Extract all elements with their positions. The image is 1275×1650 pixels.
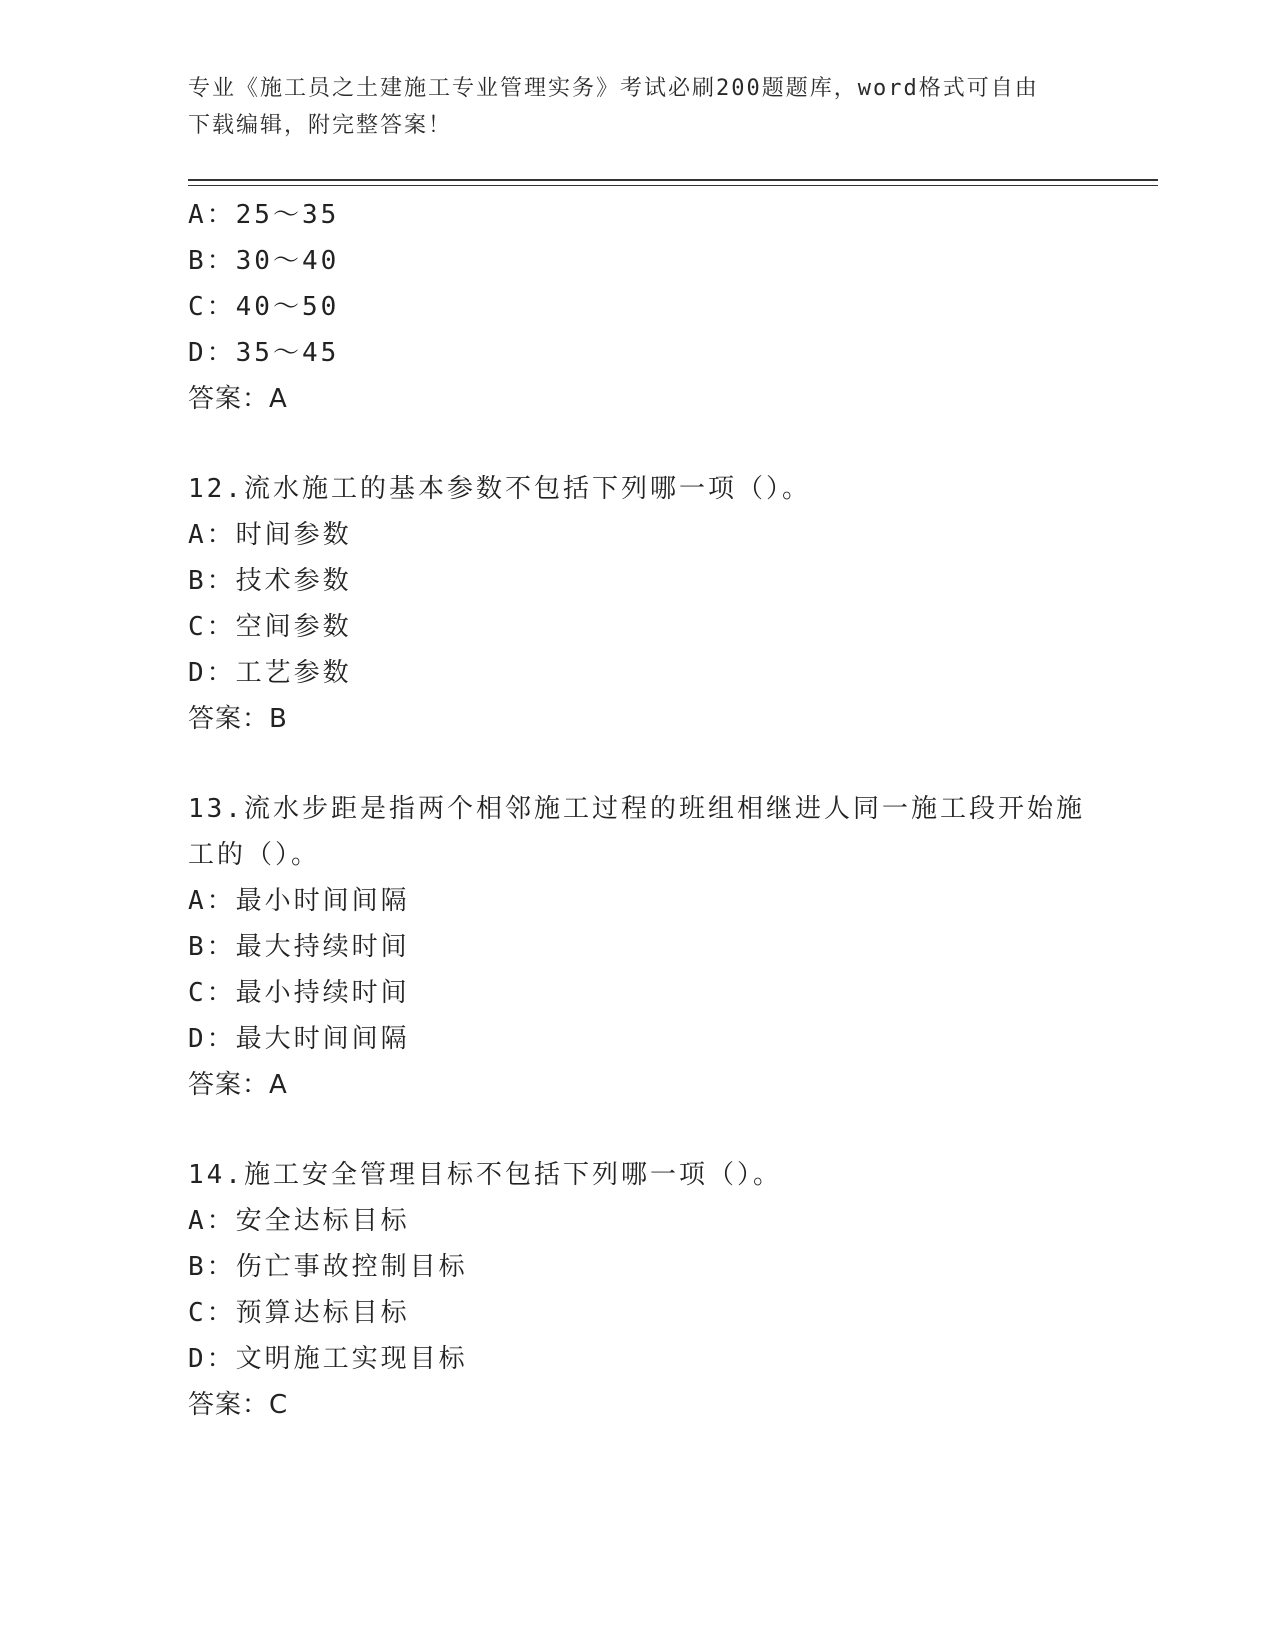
header-line-1: 专业《施工员之土建施工专业管理实务》考试必刷200题题库，word格式可自由	[188, 76, 1039, 101]
q12-option-c: C：空间参数	[188, 612, 352, 642]
q14-answer: 答案：C	[188, 1390, 289, 1420]
q11-option-c: C：40～50	[188, 292, 340, 322]
spacer	[188, 742, 1088, 786]
header-line-2: 下载编辑，附完整答案！	[188, 113, 453, 138]
q13-option-c: C：最小持续时间	[188, 978, 410, 1008]
q13-question-line-1: 13.流水步距是指两个相邻施工过程的班组相继进人同一施工段开始施	[188, 794, 1085, 824]
q12-option-b: B：技术参数	[188, 566, 352, 596]
header-divider-thin	[188, 185, 1158, 186]
q12-answer: 答案：B	[188, 704, 288, 734]
question-list	[188, 192, 1088, 1428]
spacer	[188, 1108, 1088, 1152]
q11-option-a: A：25～35	[188, 200, 340, 230]
q13-question-line-2: 工的（）。	[188, 840, 321, 870]
question-11-block	[188, 192, 1088, 422]
q13-answer: 答案：A	[188, 1070, 288, 1100]
question-14-block	[188, 1152, 1088, 1428]
q12-option-a: A：时间参数	[188, 520, 352, 550]
q14-option-a: A：安全达标目标	[188, 1206, 410, 1236]
q14-option-b: B：伤亡事故控制目标	[188, 1252, 468, 1282]
q13-option-a: A：最小时间间隔	[188, 886, 410, 916]
q13-option-d: D：最大时间间隔	[188, 1024, 410, 1054]
header-divider-thick	[188, 179, 1158, 181]
question-12-block	[188, 466, 1088, 742]
q12-option-d: D：工艺参数	[188, 658, 352, 688]
q11-option-d: D：35～45	[188, 338, 340, 368]
spacer	[188, 422, 1088, 466]
q12-question: 12.流水施工的基本参数不包括下列哪一项（）。	[188, 474, 811, 504]
q14-option-d: D：文明施工实现目标	[188, 1344, 468, 1374]
q14-question: 14.施工安全管理目标不包括下列哪一项（）。	[188, 1160, 782, 1190]
q14-option-c: C：预算达标目标	[188, 1298, 410, 1328]
q13-option-b: B：最大持续时间	[188, 932, 410, 962]
q11-answer: 答案：A	[188, 384, 288, 414]
q11-option-b: B：30～40	[188, 246, 340, 276]
document-header	[188, 70, 1088, 144]
question-13-block	[188, 786, 1088, 1108]
